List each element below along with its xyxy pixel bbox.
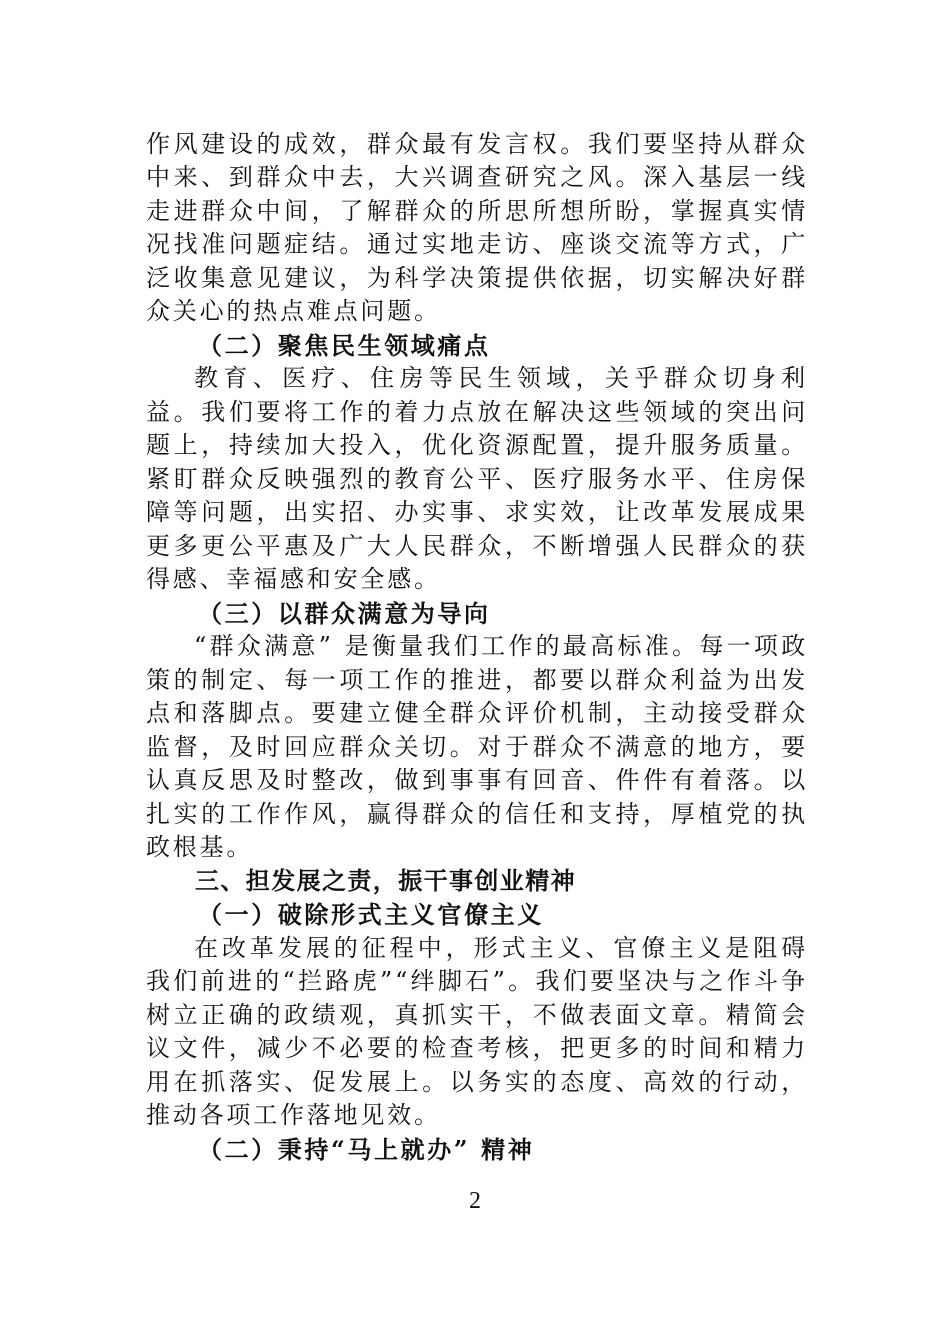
page-number: 2 bbox=[469, 1188, 481, 1214]
subheading-do-it-now: （二）秉持“马上就办” 精神 bbox=[198, 1134, 535, 1164]
paragraph-anti-formalism: 在改革发展的征程中，形式主义、官僚主义是阻碍我们前进的“拦路虎”“绊脚石”。我们要坚决与之作斗争树立正确的政绩观，真抓实干，不做表面文章。精简会议文件，减少不必要的检查考核，把更多的时间和精力用在抓落实、促发展上。以务实的态度、高效的行动，推动各项工作落地见效。 bbox=[146, 933, 808, 1130]
paragraph-work-style-effect: 作风建设的成效，群众最有发言权。我们要坚持从群众中来、到群众中去，大兴调查研究之风。深入基层一线走进群众中间，了解群众的所思所想所盼，掌握真实情况找准问题症结。通过实地走访、座谈交流等方式，广泛收集意见建议，为科学决策提供依据，切实解决好群众关心的热点难点问题。 bbox=[146, 130, 808, 326]
section-heading-development-duty: 三、担发展之责，振干事创业精神 bbox=[195, 866, 576, 895]
paragraph-mass-satisfaction: “群众满意” 是衡量我们工作的最高标准。每一项政策的制定、每一项工作的推进，都要以群众利益为出发点和落脚点。要建立健全群众评价机制，主动接受群众监督，及时回应群众关切。对于群众不满意的地方，要认真反思及时整改，做到事事有回音、件件有着落。以扎实的工作作风，赢得群众的信任和支持，厚植党的执政根基。 bbox=[146, 632, 808, 862]
subheading-satisfaction-oriented: （三）以群众满意为导向 bbox=[198, 598, 491, 628]
subheading-anti-formalism: （一）破除形式主义官僚主义 bbox=[198, 900, 544, 930]
body-text bbox=[146, 128, 808, 1166]
paragraph-livelihood-fields: 教育、医疗、住房等民生领域，关乎群众切身利益。我们要将工作的着力点放在解决这些领域的突出问题上，持续加大投入，优化资源配置，提升服务质量。紧盯群众反映强烈的教育公平、医疗服务水平、住房保障等问题，出实招、办实事、求实效，让改革发展成果更多更公平惠及广大人民群众，不断增强人民群众的获得感、幸福感和安全感。 bbox=[146, 364, 808, 594]
subheading-livelihood-pain-points: （二）聚焦民生领域痛点 bbox=[198, 330, 491, 360]
